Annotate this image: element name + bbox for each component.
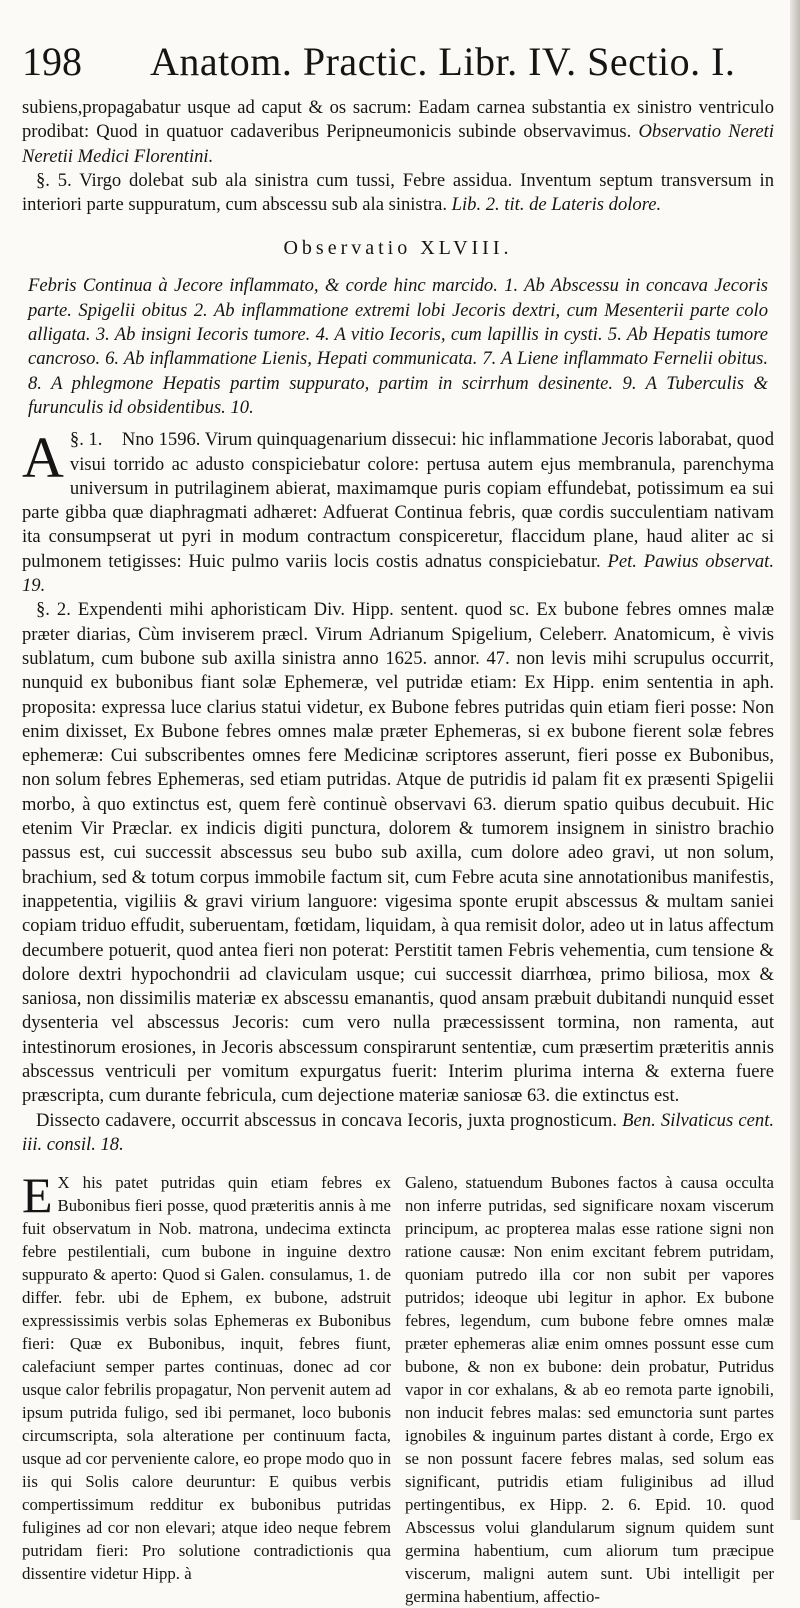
section-1-citation: Pet. Pawius observat. 19. — [22, 550, 774, 597]
intro-text: subiens,propagabatur usque ad caput & os sacrum: Eadam carnea substantia ex sinistro ventriculo prodibat: Quod in quatuor cadaveribus Peripneumonicis subinde observavimus. — [22, 97, 774, 143]
observation-heading: Observatio XLVIII. — [283, 237, 513, 260]
page-number: 198 — [22, 39, 82, 84]
commentary-left-column — [22, 1167, 391, 1608]
section-2-label: §. 2. — [36, 599, 71, 621]
section-2-paragraph — [22, 598, 774, 1108]
section-1-text: Nno 1596. Virum quinquagenarium dissecui: hic inflammatione Jecoris laborabat, quod visui torrido ac adusto conspiciebatur colore: pertusa autem ejus membranula, parenchyma universum in putrilaginem abierat, maximamque puris copiam effundebat, potissimum ea sui parte gibba quæ diaphragmati adhæret: Adfuerat Continua febris, quæ cordis succulentiam nativam ita consumpserat ut pyri in modum contractum conspiceretur, flaccidum plane, haud aliter ac si pulmonem tetigisses: Huic pulmo variis locis costis adnatus conspiciebatur. — [22, 429, 774, 572]
commentary-left-text: X his patet putridas quin etiam febres ex Bubonibus fieri posse, quod præteritis annis à me fuit observatum in Nob. matrona, undecima extincta febre pestilentiali, cum bubone in inguine dextro suppurato & aperto: Quod si Galen. consulamus, 1. de differ. febr. ubi de Ephem, ex bubone, adstruit expressissimis verbis solas Ephemeras ex Bubonibus fieri: Quæ ex Bubonibus, inquit, febres fiunt, calefaciunt semper partes continuas, donec ad cor usque calor febrilis propagatur, Non pervenit autem ad ipsum putrida fuligo, sed ibi permanet, loco bubonis circumscripta, sola alteratione per continuum facta, usque ad cor perveniente calore, eo prope modo quo in iis qui Solis calore deuruntur: E quibus verbis compertissimum redditur ex bubonibus putridas fuligines ad cor non elevari; atque ideo neque febrem putridam fieri: Pro solutione contradictionis qua dissentire videtur Hipp. à — [22, 1173, 391, 1584]
section-5-citation: Lib. 2. tit. de Lateris dolore. — [451, 194, 662, 216]
section-1-paragraph — [22, 425, 774, 598]
intro-citation: Observatio Nereti Neretii Medici Florentini. — [22, 121, 774, 167]
commentary-right-column — [405, 1171, 774, 1608]
intro-paragraph — [22, 96, 774, 169]
observation-summary: Febris Continua à Jecore inflammato, & corde hinc marcido. 1. Ab Abscessu in concava Jecoris parte. Spigelii obitus 2. Ab inflammatione extremi lobi Jecoris dextri, cum Mesenterii parte colo alligata. 3. Ab insigni Iecoris tumore. 4. A vitio Iecoris, cum lapillis in cysti. 5. Ab Hepatis tumore cancroso. 6. Ab inflammatione Lienis, Hepati communicata. 7. A Liene inflammato Fernelii obitus. 8. A phlegmone Hepatis partim suppurato, partim in scirrhum desinente. 9. A Tuberculis & furunculis id obsidentibus. 10. — [28, 275, 768, 418]
section-2-text: Expendenti mihi aphoristicam Div. Hipp. sentent. quod sc. Ex bubone febres omnes malæ præter diarias, Cùm inviserem præcl. Virum Adrianum Spigelium, Celeberr. Anatomicum, è vivis sublatum, cum bubone sub axilla sinistra anno 1625. annor. 47. non levis mihi scrupulus occurrit, nunquid ex bubonibus fiant solæ Ephemeræ, vel putridæ etiam: Ex Hipp. enim sententia in aph. proposita: expressa luce clarius statui videtur, ex Bubone febres putridas quin etiam fieri posse: Non enim dixisset, Ex Bubone febres omnes malæ præter Ephemeras, si ex bubone fierent solæ febres ephemeræ: Cui subscribentes omnes fere Medicinæ scriptores asserunt, fieri posse ex Bubonibus, non solum febres Ephemeras, sed etiam putridas. Atque de putridis id palam fit ex præsenti Spigelii morbo, à quo extinctus est, quem ferè continuè observavi 63. dierum spatio quibus decubuit. Hic etenim Vir Præclar. ex indicis digiti punctura, dolorem & tumorem insignem in sinistro brachio passus est, cui successit abscessus seu bubo sub axilla, cum dolore adeo gravi, ut non solum, brachium, sed & totum corpus immobile factum sit, cum Febre acuta sine annotationibus manifestis, inappetentia, vigiliis & gravi virium languore: vigesima sponte erupit abscessus & multam saniei copiam triduo effudit, suberuentam, fœtidam, liquidam, à qua remisit dolor, adeo ut in latus affectum decumbere potuerit, quod antea fieri non poterat: Perstitit tamen Febris vehementia, cum tensione & dolore dextri hypochondrii ad claviculam usque; cui successit diarrhœa, primo biliosa, mox & saniosa, non dissimilis materiæ ex abscessu emanantis, quod ansam præbuit dubitandi nunquid esset dysenteria vel abscessus Jecoris: cum vero nulla præcessissent tormina, non ramenta, aut intestinorum erosiones, in Jecoris abscessum conspirarunt sententiæ, cum præsertim præteritis annis abscessus ventriculi per vomitum expurgatus fuerit: Interim plurima interna & externa fuere præscripta, cum durante febricula, cum dejectione materiæ saniosæ 63. die extinctus est. — [22, 599, 775, 1107]
dissection-paragraph — [22, 1109, 774, 1158]
dissection-text: Dissecto cadavere, occurrit abscessus in concava Iecoris, juxta prognosticum. — [36, 1109, 617, 1131]
section-5-label: §. 5. — [36, 169, 72, 191]
section-5-paragraph — [22, 169, 774, 218]
section-5-text: Virgo dolebat sub ala sinistra cum tussi, Febre assidua. Inventum septum transversum in interiori parte suppuratum, cum abscessu sub ala sinistra. — [22, 169, 774, 216]
commentary-columns — [22, 1167, 774, 1608]
running-head: Anatom. Practic. Libr. IV. Sectio. I. — [150, 39, 736, 84]
page-header — [22, 38, 774, 96]
page-gutter-shadow — [790, 0, 800, 1520]
section-1-dropcap: A — [22, 425, 64, 491]
section-1-label: §. 1. — [69, 429, 103, 451]
commentary-dropcap: E — [22, 1167, 53, 1224]
commentary-right-text: Galeno, statuendum Bubones factos à causa occulta non inferre putridas, sed significare noxam viscerum principum, ac propterea malas esse ratione signi non ratione causæ: Non enim excitant febrem putridam, quoniam putredo illa cor non subit per vapores putridos; ideoque ubi legitur in aphor. Ex bubone febres, legendum, cum bubone febre omnes malæ præter ephemeras aliæ enim omnes possunt esse cum bubone, & non ex bubone: dein probatur, Putridus vapor in cor exhalans, & ab eo remota parte ignobili, non inducit febres malas: sed emunctoria sunt partes ignobiles & inguinum partes distant à corde, Ergo ex se non possunt facere febres malas, sed solum eas significant, putridis etiam fuliginibus ad illud pertingentibus, ex Hipp. 2. 6. Epid. 10. quod Abscessus volui glandularum signum quidem sunt germina habentium, cum aliorum tum præcipue viscerum, maligni autem sunt. Ubi intelligit per germina habentium, affectio- — [405, 1173, 774, 1607]
dissection-citation: Ben. Silvaticus cent. iii. consil. 18. — [22, 1109, 775, 1155]
